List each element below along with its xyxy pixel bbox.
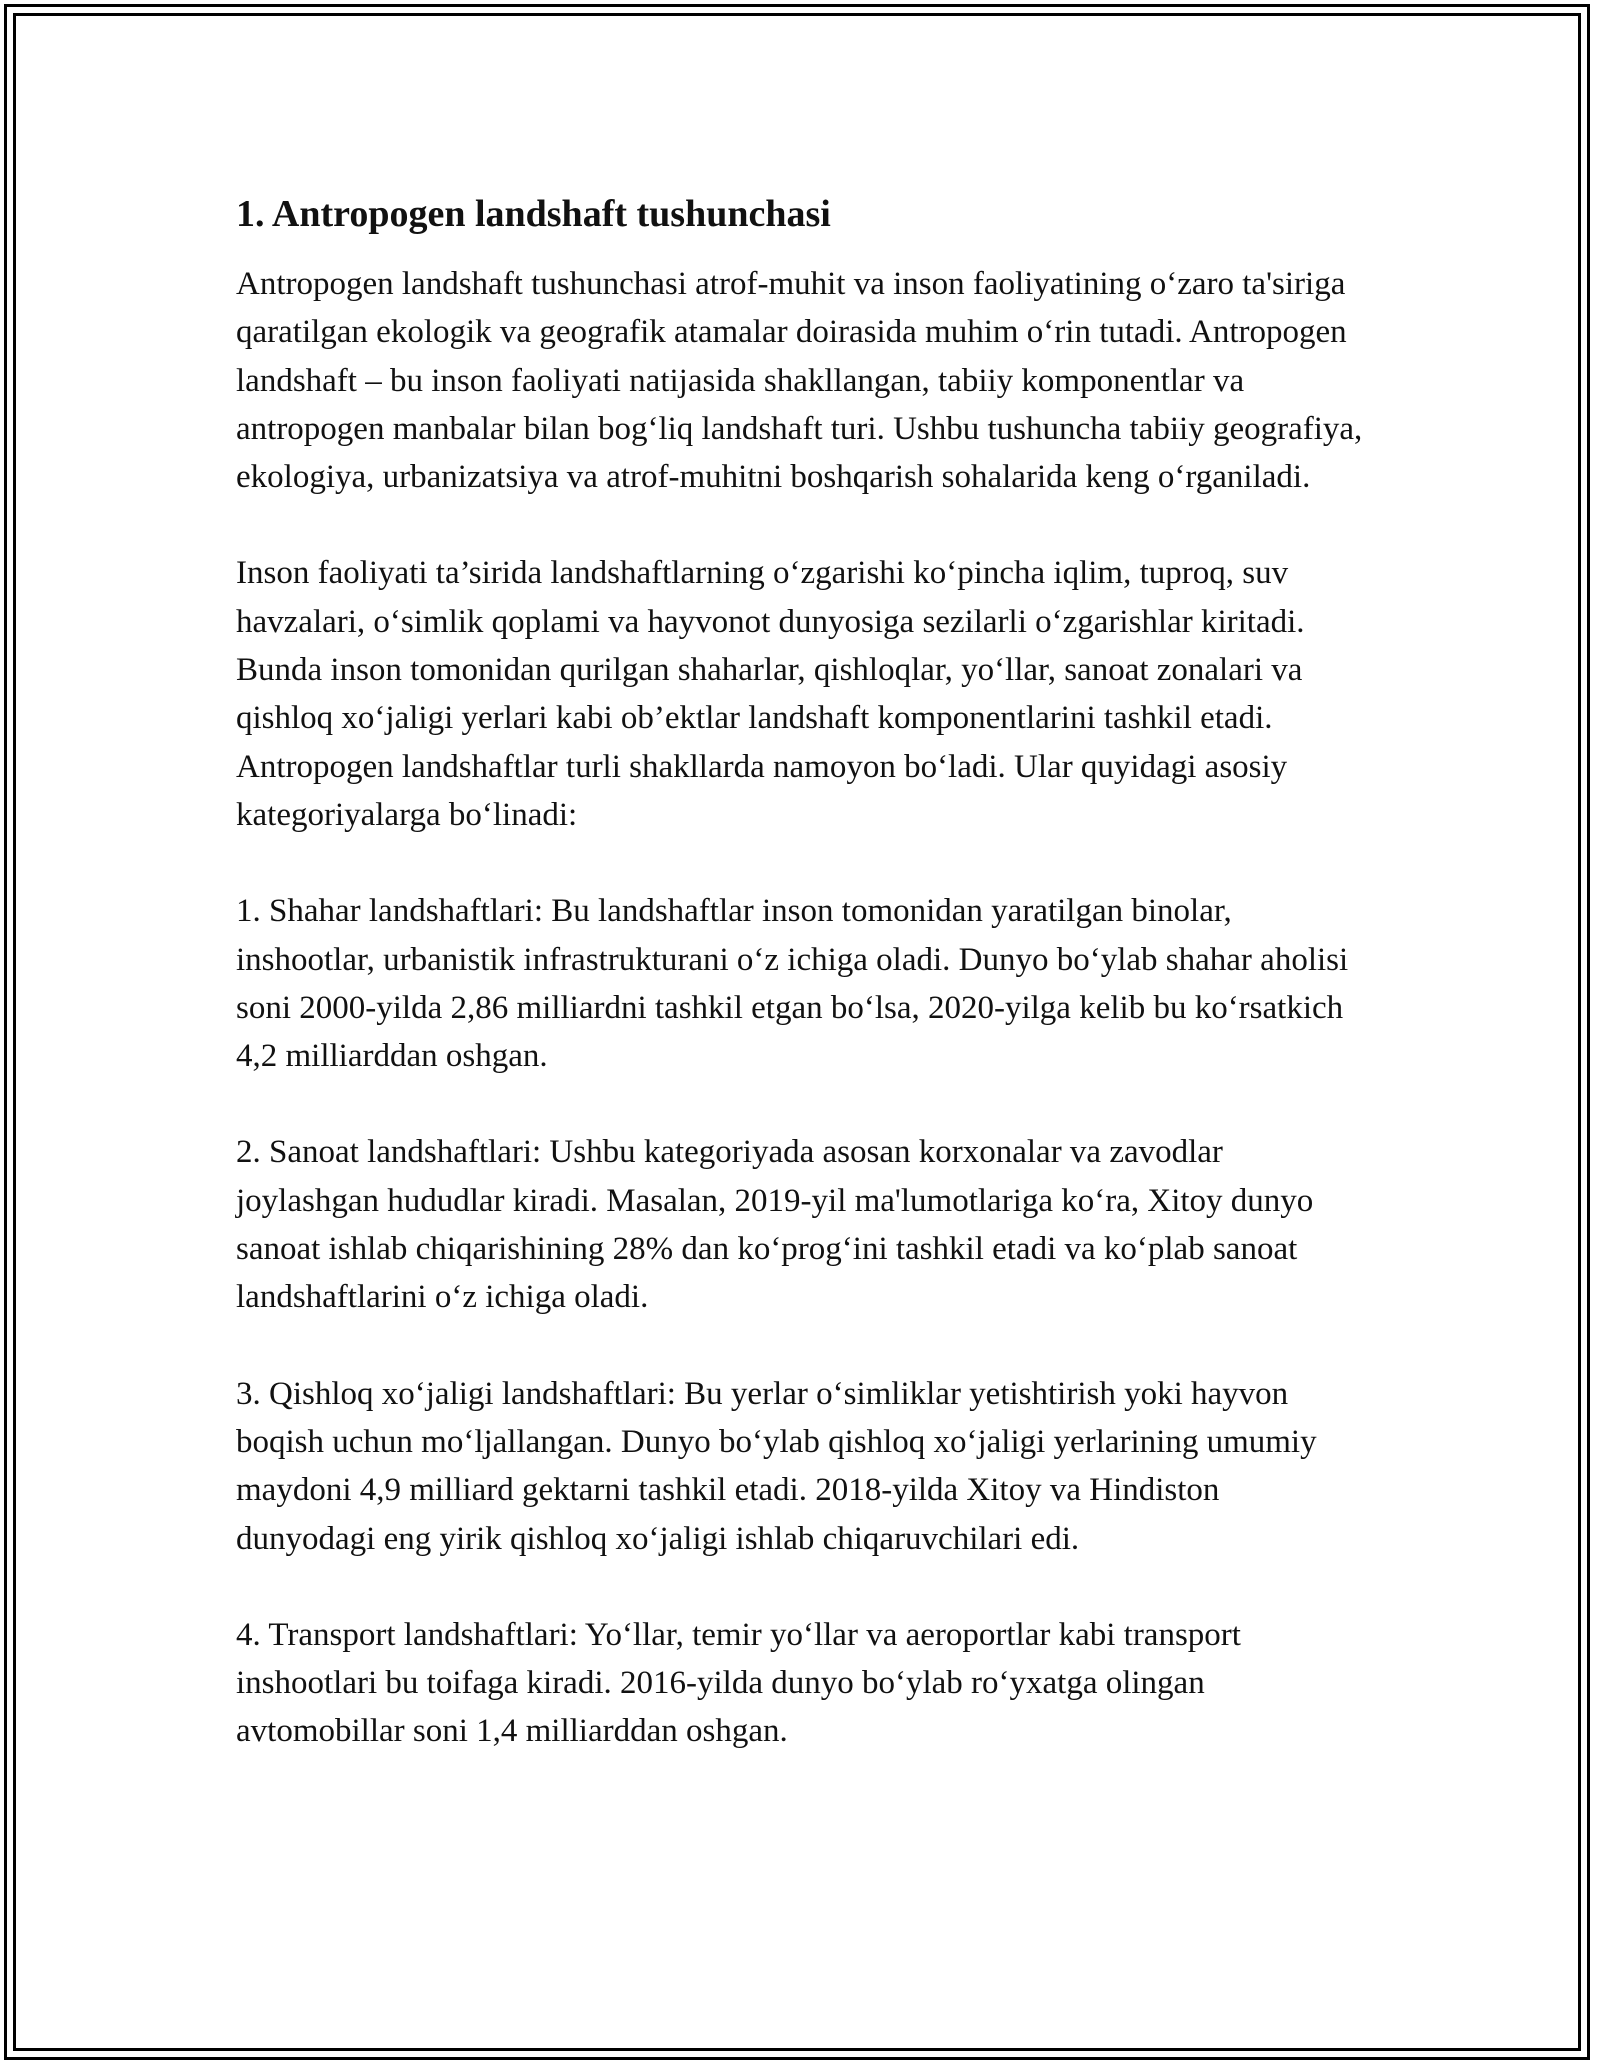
- paragraph-urban-landscapes: 1. Shahar landshaftlari: Bu landshaftlar inson tomonidan yaratilgan binolar, inshootlar, urbanistik infrastrukturani o‘z ichiga oladi. Dunyo bo‘ylab shahar aholisi soni 2000-yilda 2,86 milliardni tashkil etgan bo‘lsa, 2020-yilga kelib bu ko‘rsatkich 4,2 milliarddan oshgan.: [236, 893, 1349, 1075]
- document-body: [236, 186, 1366, 1756]
- paragraph-gap: [236, 1080, 1366, 1128]
- section-heading: 1. Antropogen landshaft tushunchasi: [236, 193, 831, 235]
- paragraph-gap: [236, 1563, 1366, 1611]
- paragraph-intro: Antropogen landshaft tushunchasi atrof-muhit va inson faoliyatining o‘zaro ta'siriga qaratilgan ekologik va geografik atamalar doirasida muhim o‘rin tutadi. Antropogen landshaft – bu inson faoliyati natijasida shakllangan, tabiiy komponentlar va antropogen manbalar bilan bog‘liq landshaft turi. Ushbu tushuncha tabiiy geografiya, ekologiya, urbanizatsiya va atrof-muhitni boshqarish sohalarida keng o‘rganiladi.: [236, 266, 1363, 496]
- paragraph-agricultural-landscapes: 3. Qishloq xo‘jaligi landshaftlari: Bu yerlar o‘simliklar yetishtirish yoki hayvon boqish uchun mo‘ljallangan. Dunyo bo‘ylab qishloq xo‘jaligi yerlarining umumiy maydoni 4,9 milliard gektarni tashkil etadi. 2018-yilda Xitoy va Hindiston dunyodagi eng yirik qishloq xo‘jaligi ishlab chiqaruvchilari edi.: [236, 1375, 1317, 1557]
- paragraph-gap: [236, 839, 1366, 887]
- paragraph-transport-landscapes: 4. Transport landshaftlari: Yo‘llar, temir yo‘llar va aeroportlar kabi transport inshootlari bu toifaga kiradi. 2016-yilda dunyo bo‘ylab ro‘yxatga olingan avtomobillar soni 1,4 milliarddan oshgan.: [236, 1616, 1241, 1750]
- paragraph-human-impact: Inson faoliyati ta’sirida landshaftlarning o‘zgarishi ko‘pincha iqlim, tuproq, suv havzalari, o‘simlik qoplami va hayvonot dunyosiga sezilarli o‘zgarishlar kiritadi. Bunda inson tomonidan qurilgan shaharlar, qishloqlar, yo‘llar, sanoat zonalari va qishloq xo‘jaligi yerlari kabi ob’ektlar landshaft komponentlarini tashkil etadi. Antropogen landshaftlar turli shakllarda namoyon bo‘ladi. Ular quyidagi asosiy kategoriyalarga bo‘linadi:: [236, 555, 1305, 833]
- paragraph-gap: [236, 501, 1366, 549]
- paragraph-industrial-landscapes: 2. Sanoat landshaftlari: Ushbu kategoriyada asosan korxonalar va zavodlar joylashgan hududlar kiradi. Masalan, 2019-yil ma'lumotlariga ko‘ra, Xitoy dunyo sanoat ishlab chiqarishining 28% dan ko‘prog‘ini tashkil etadi va ko‘plab sanoat landshaftlarini o‘z ichiga oladi.: [236, 1134, 1314, 1316]
- paragraph-gap: [236, 1322, 1366, 1370]
